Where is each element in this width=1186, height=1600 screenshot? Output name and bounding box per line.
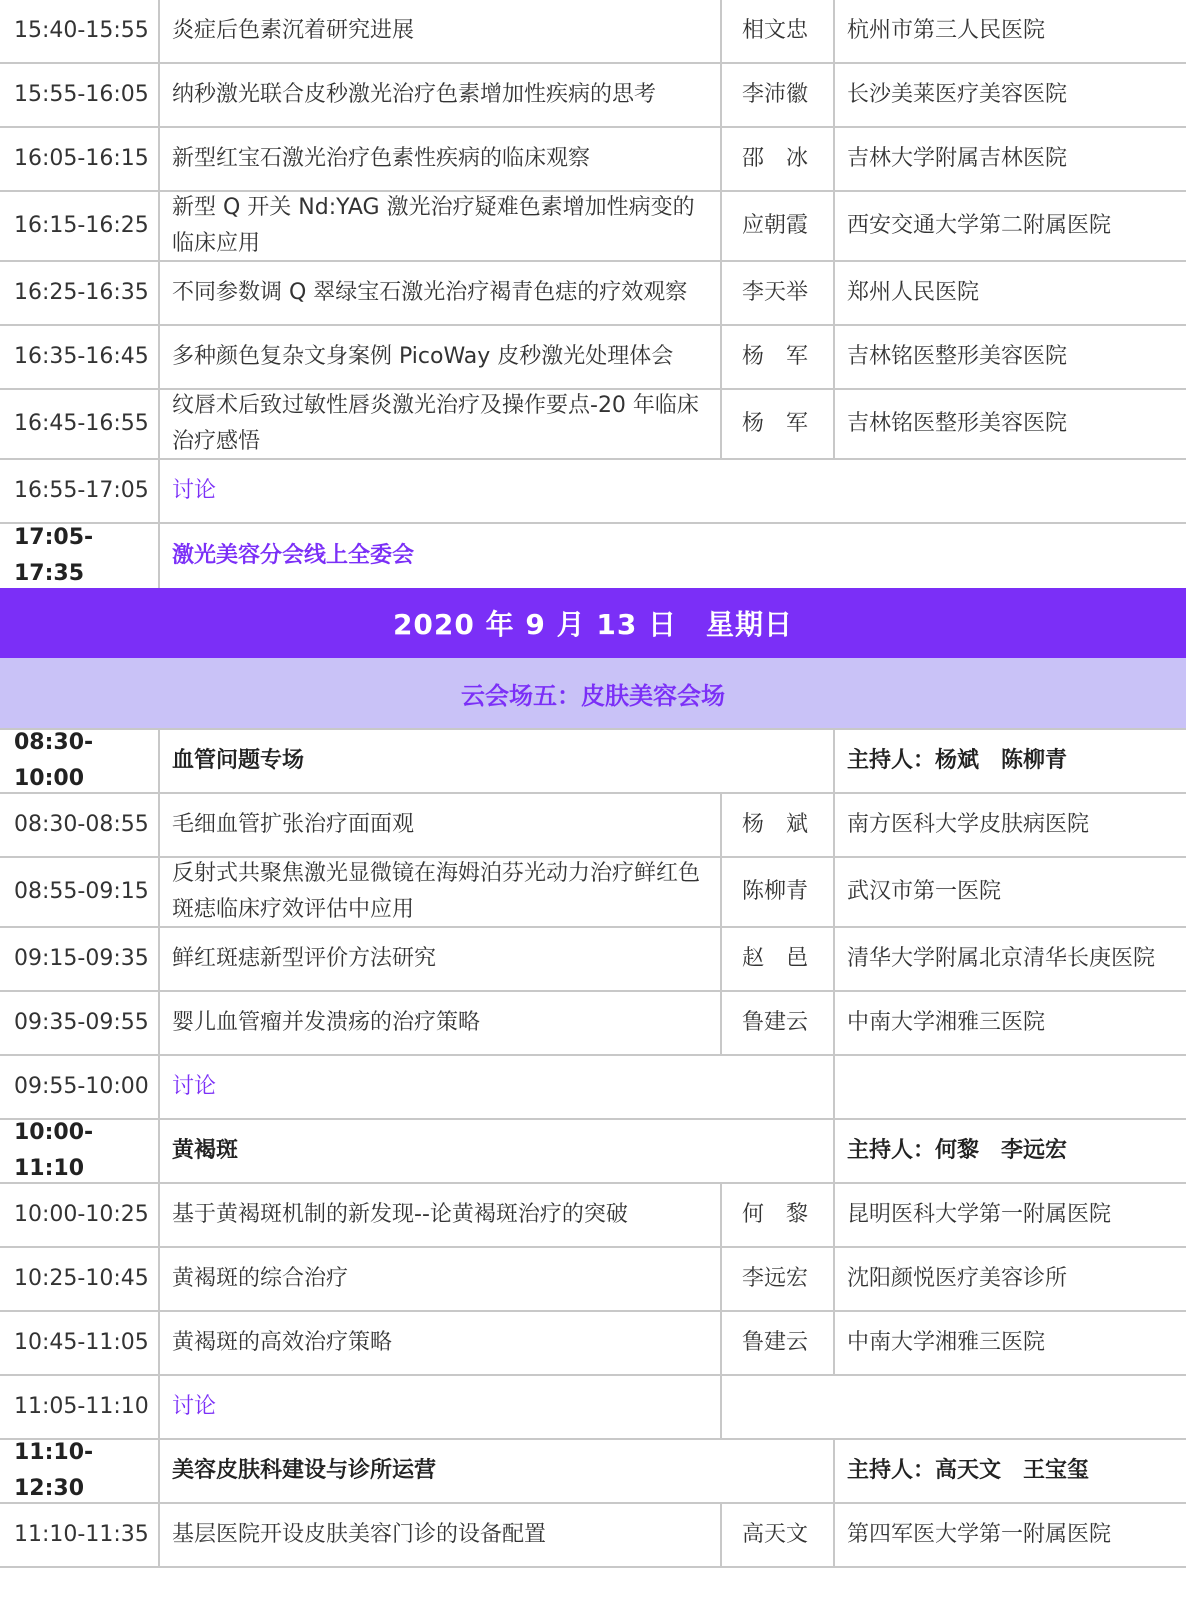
topic-cell: 毛细血管扩张治疗面面观 (160, 794, 722, 856)
speaker-cell: 杨 军 (722, 326, 835, 388)
table-row (0, 326, 1186, 390)
table-row (0, 1504, 1186, 1568)
session-time: 11:10-12:30 (0, 1440, 160, 1502)
time-cell: 10:45-11:05 (0, 1312, 160, 1374)
speaker-cell: 陈柳青 (722, 858, 835, 926)
time-cell: 10:25-10:45 (0, 1248, 160, 1310)
session-header (0, 1440, 1186, 1504)
table-row (0, 192, 1186, 262)
table-row (0, 858, 1186, 928)
hospital-cell: 第四军医大学第一附属医院 (847, 1522, 1112, 1547)
table-row (0, 390, 1186, 460)
topic-cell: 纳秒激光联合皮秒激光治疗色素增加性疾病的思考 (160, 64, 722, 126)
hospital-cell: 清华大学附属北京清华长庚医院 (847, 946, 1156, 971)
time-cell: 16:05-16:15 (0, 128, 160, 190)
hospital-cell: 南方医科大学皮肤病医院 (847, 812, 1090, 837)
speaker-cell: 鲁建云 (722, 1312, 835, 1374)
time-cell: 16:25-16:35 (0, 262, 160, 324)
session-title: 血管问题专场 (160, 730, 835, 792)
session-title: 美容皮肤科建设与诊所运营 (160, 1440, 835, 1502)
table-row (0, 1248, 1186, 1312)
session-time: 08:30-10:00 (0, 730, 160, 792)
time-cell: 09:55-10:00 (0, 1056, 160, 1118)
topic-cell: 基层医院开设皮肤美容门诊的设备配置 (160, 1504, 722, 1566)
session-hosts: 主持人：高天文 王宝玺 (847, 1458, 1090, 1483)
discussion-row (0, 1056, 1186, 1120)
topic-cell: 反射式共聚焦激光显微镜在海姆泊芬光动力治疗鲜红色斑痣临床疗效评估中应用 (160, 858, 722, 926)
time-cell: 17:05-17:35 (0, 524, 160, 588)
hospital-cell: 吉林大学附属吉林医院 (847, 146, 1068, 171)
topic-cell: 黄褐斑的综合治疗 (160, 1248, 722, 1310)
speaker-cell: 李天举 (722, 262, 835, 324)
venue-banner: 云会场五：皮肤美容会场 (0, 658, 1186, 730)
topic-cell: 黄褐斑的高效治疗策略 (160, 1312, 722, 1374)
time-cell: 11:10-11:35 (0, 1504, 160, 1566)
speaker-cell: 相文忠 (722, 0, 835, 62)
hospital-cell: 昆明医科大学第一附属医院 (847, 1202, 1112, 1227)
session-hosts: 主持人：杨斌 陈柳青 (847, 748, 1068, 773)
speaker-cell: 何 黎 (722, 1184, 835, 1246)
speaker-cell: 高天文 (722, 1504, 835, 1566)
hospital-cell: 中南大学湘雅三医院 (847, 1010, 1046, 1035)
hospital-cell: 西安交通大学第二附属医院 (847, 213, 1112, 238)
topic-cell: 炎症后色素沉着研究进展 (160, 0, 722, 62)
committee-label: 激光美容分会线上全委会 (172, 543, 415, 568)
topic-cell: 婴儿血管瘤并发溃疡的治疗策略 (160, 992, 722, 1054)
topic-cell: 多种颜色复杂文身案例 PicoWay 皮秒激光处理体会 (160, 326, 722, 388)
speaker-cell: 鲁建云 (722, 992, 835, 1054)
session-header (0, 730, 1186, 794)
speaker-cell: 邵 冰 (722, 128, 835, 190)
date-banner: 2020 年 9 月 13 日 星期日 (0, 588, 1186, 658)
time-cell: 15:55-16:05 (0, 64, 160, 126)
hospital-cell: 郑州人民医院 (847, 280, 980, 305)
discussion-label: 讨论 (160, 1056, 835, 1118)
table-row (0, 794, 1186, 858)
table-row (0, 64, 1186, 128)
session-title: 黄褐斑 (160, 1120, 835, 1182)
hospital-cell: 武汉市第一医院 (847, 879, 1002, 904)
table-row (0, 0, 1186, 64)
hospital-cell: 杭州市第三人民医院 (847, 18, 1046, 43)
empty-cell (722, 1376, 835, 1438)
empty-cell (835, 1056, 1186, 1118)
hospital-cell: 吉林铭医整形美容医院 (847, 344, 1068, 369)
time-cell: 08:30-08:55 (0, 794, 160, 856)
time-cell: 16:15-16:25 (0, 192, 160, 260)
topic-cell: 鲜红斑痣新型评价方法研究 (160, 928, 722, 990)
time-cell: 09:35-09:55 (0, 992, 160, 1054)
hospital-cell: 长沙美莱医疗美容医院 (847, 82, 1068, 107)
time-cell: 09:15-09:35 (0, 928, 160, 990)
table-row (0, 262, 1186, 326)
hospital-cell: 吉林铭医整形美容医院 (847, 411, 1068, 436)
speaker-cell: 应朝霞 (722, 192, 835, 260)
topic-cell: 纹唇术后致过敏性唇炎激光治疗及操作要点-20 年临床治疗感悟 (160, 390, 722, 458)
speaker-cell: 李沛徽 (722, 64, 835, 126)
session-time: 10:00-11:10 (0, 1120, 160, 1182)
time-cell: 08:55-09:15 (0, 858, 160, 926)
discussion-label: 讨论 (172, 478, 217, 503)
topic-cell: 新型红宝石激光治疗色素性疾病的临床观察 (160, 128, 722, 190)
topic-cell: 基于黄褐斑机制的新发现--论黄褐斑治疗的突破 (160, 1184, 722, 1246)
hospital-cell: 沈阳颜悦医疗美容诊所 (847, 1266, 1068, 1291)
speaker-cell: 赵 邑 (722, 928, 835, 990)
time-cell: 10:00-10:25 (0, 1184, 160, 1246)
session-hosts: 主持人：何黎 李远宏 (847, 1138, 1068, 1163)
time-cell: 16:55-17:05 (0, 460, 160, 522)
discussion-row (0, 1376, 1186, 1440)
committee-row (0, 524, 1186, 588)
table-row (0, 1184, 1186, 1248)
speaker-cell: 杨 军 (722, 390, 835, 458)
table-row (0, 928, 1186, 992)
hospital-cell: 中南大学湘雅三医院 (847, 1330, 1046, 1355)
table-row (0, 1312, 1186, 1376)
time-cell: 11:05-11:10 (0, 1376, 160, 1438)
time-cell: 16:35-16:45 (0, 326, 160, 388)
discussion-label: 讨论 (160, 1376, 722, 1438)
speaker-cell: 李远宏 (722, 1248, 835, 1310)
table-row (0, 128, 1186, 192)
discussion-row (0, 460, 1186, 524)
session-header (0, 1120, 1186, 1184)
time-cell: 16:45-16:55 (0, 390, 160, 458)
topic-cell: 新型 Q 开关 Nd:YAG 激光治疗疑难色素增加性病变的临床应用 (160, 192, 722, 260)
time-cell: 15:40-15:55 (0, 0, 160, 62)
speaker-cell: 杨 斌 (722, 794, 835, 856)
topic-cell: 不同参数调 Q 翠绿宝石激光治疗褐青色痣的疗效观察 (160, 262, 722, 324)
table-row (0, 992, 1186, 1056)
